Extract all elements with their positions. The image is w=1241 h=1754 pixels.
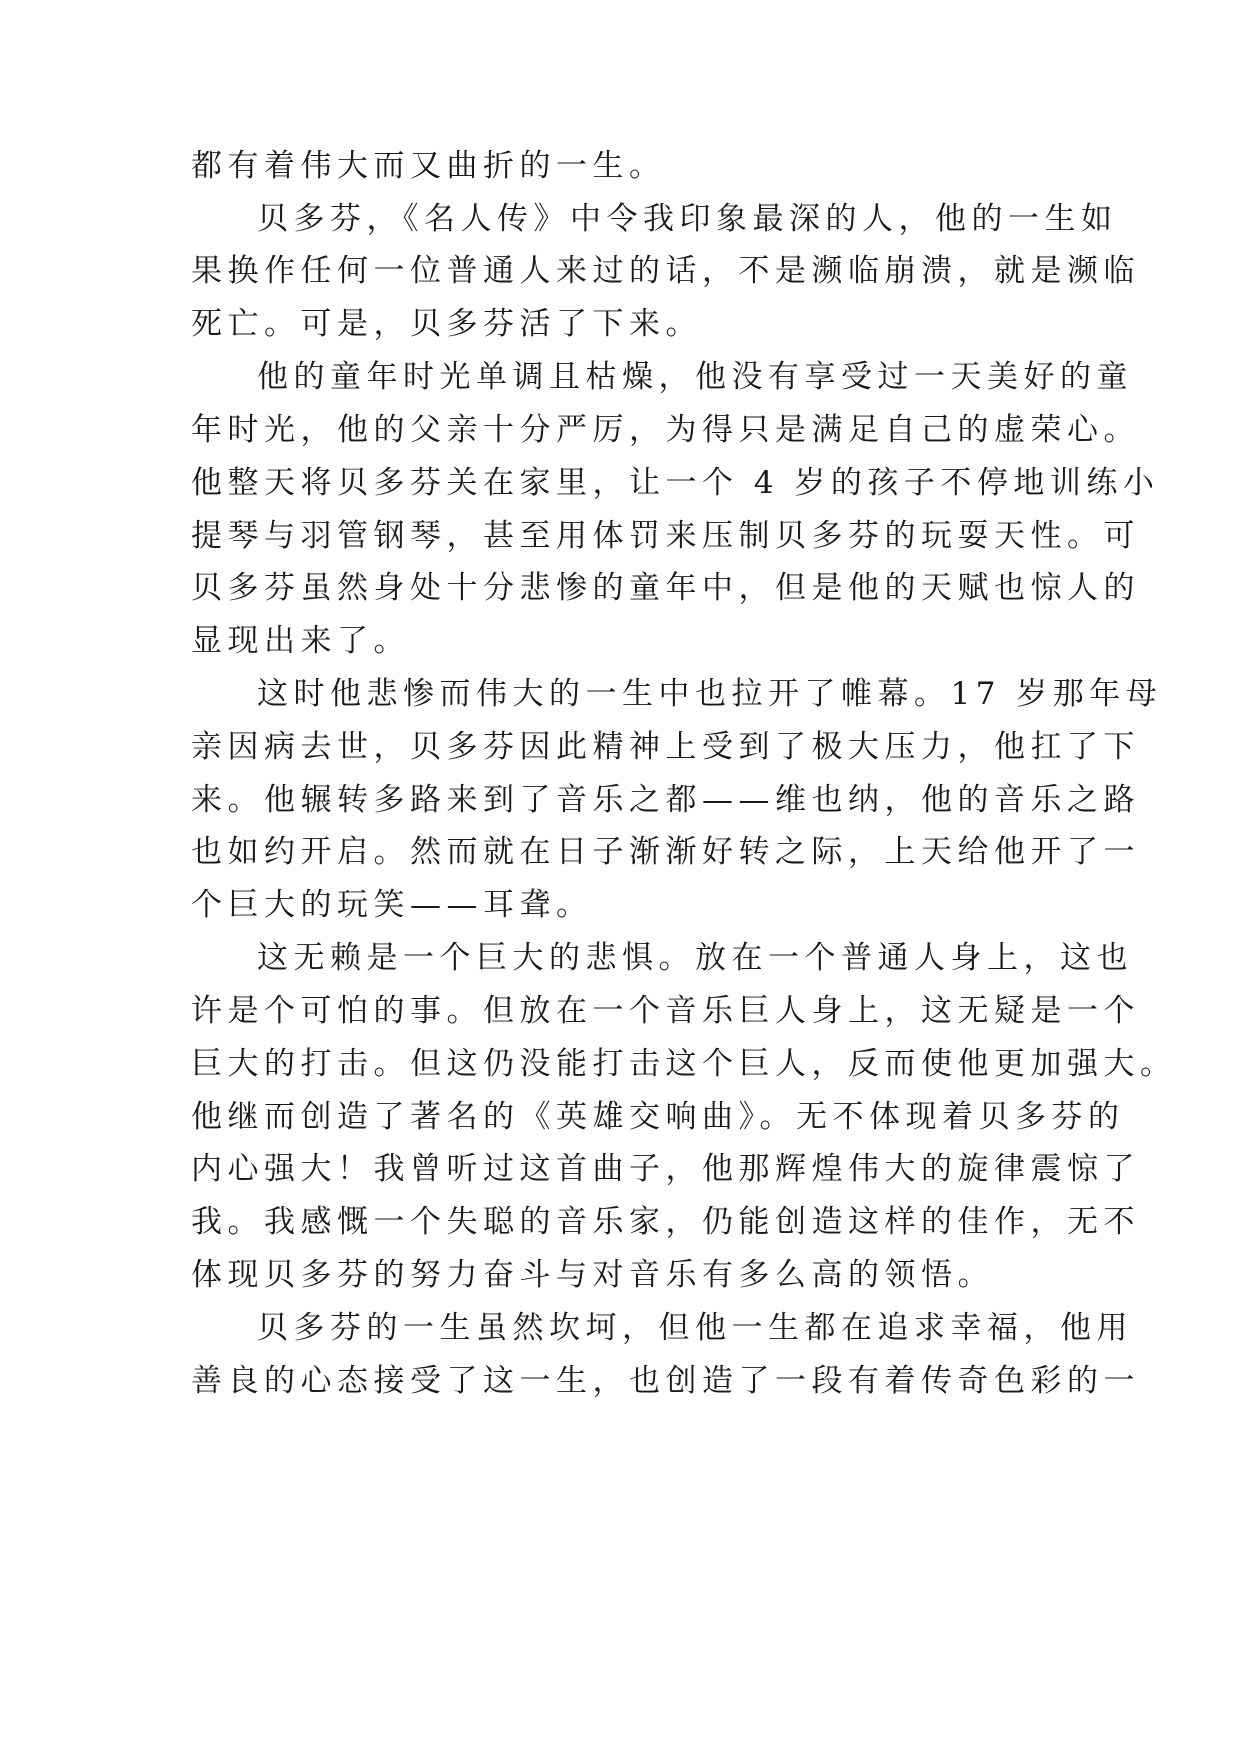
text-line: 死亡。可是，贝多芬活了下来。	[191, 306, 702, 342]
text-line: 许是个可怕的事。但放在一个音乐巨人身上，这无疑是一个	[191, 993, 1140, 1029]
text-line: 果换作任何一位普通人来过的话，不是濒临崩溃，就是濒临	[191, 253, 1140, 289]
text-line: 这无赖是一个巨大的悲惧。放在一个普通人身上，这也	[257, 940, 1133, 976]
text-line: 他继而创造了著名的《英雄交响曲》。无不体现着贝多芬的	[191, 1099, 1125, 1135]
text-line: 显现出来了。	[191, 623, 410, 659]
text-line: 他的童年时光单调且枯燥，他没有享受过一天美好的童	[257, 359, 1133, 395]
text-line: 都有着伟大而又曲折的一生。	[191, 148, 666, 184]
text-line: 体现贝多芬的努力奋斗与对音乐有多么高的领悟。	[191, 1257, 994, 1293]
text-line: 也如约开启。然而就在日子渐渐好转之际，上天给他开了一	[191, 834, 1140, 870]
text-line: 贝多芬的一生虽然坎坷，但他一生都在追求幸福，他用	[257, 1310, 1133, 1346]
text-line: 他整天将贝多芬关在家里，让一个 4 岁的孩子不停地训练小	[191, 465, 1160, 501]
text-line: 提琴与羽管钢琴，甚至用体罚来压制贝多芬的玩耍天性。可	[191, 518, 1140, 554]
text-line: 个巨大的玩笑——耳聋。	[191, 887, 593, 923]
text-line: 内心强大！我曾听过这首曲子，他那辉煌伟大的旋律震惊了	[191, 1151, 1140, 1187]
text-line: 贝多芬，《名人传》中令我印象最深的人，他的一生如	[257, 201, 1118, 237]
text-line: 我。我感慨一个失聪的音乐家，仍能创造这样的佳作，无不	[191, 1204, 1140, 1240]
text-line: 来。他辗转多路来到了音乐之都——维也纳，他的音乐之路	[191, 782, 1140, 818]
text-line: 年时光，他的父亲十分严厉，为得只是满足自己的虚荣心。	[191, 412, 1140, 448]
text-line: 亲因病去世，贝多芬因此精神上受到了极大压力，他扛了下	[191, 729, 1140, 765]
text-line: 善良的心态接受了这一生，也创造了一段有着传奇色彩的一	[191, 1363, 1140, 1399]
text-line: 这时他悲惨而伟大的一生中也拉开了帷幕。17 岁那年母	[257, 676, 1163, 712]
text-line: 贝多芬虽然身处十分悲惨的童年中，但是他的天赋也惊人的	[191, 570, 1140, 606]
text-line: 巨大的打击。但这仍没能打击这个巨人，反而使他更加强大。	[191, 1046, 1177, 1082]
